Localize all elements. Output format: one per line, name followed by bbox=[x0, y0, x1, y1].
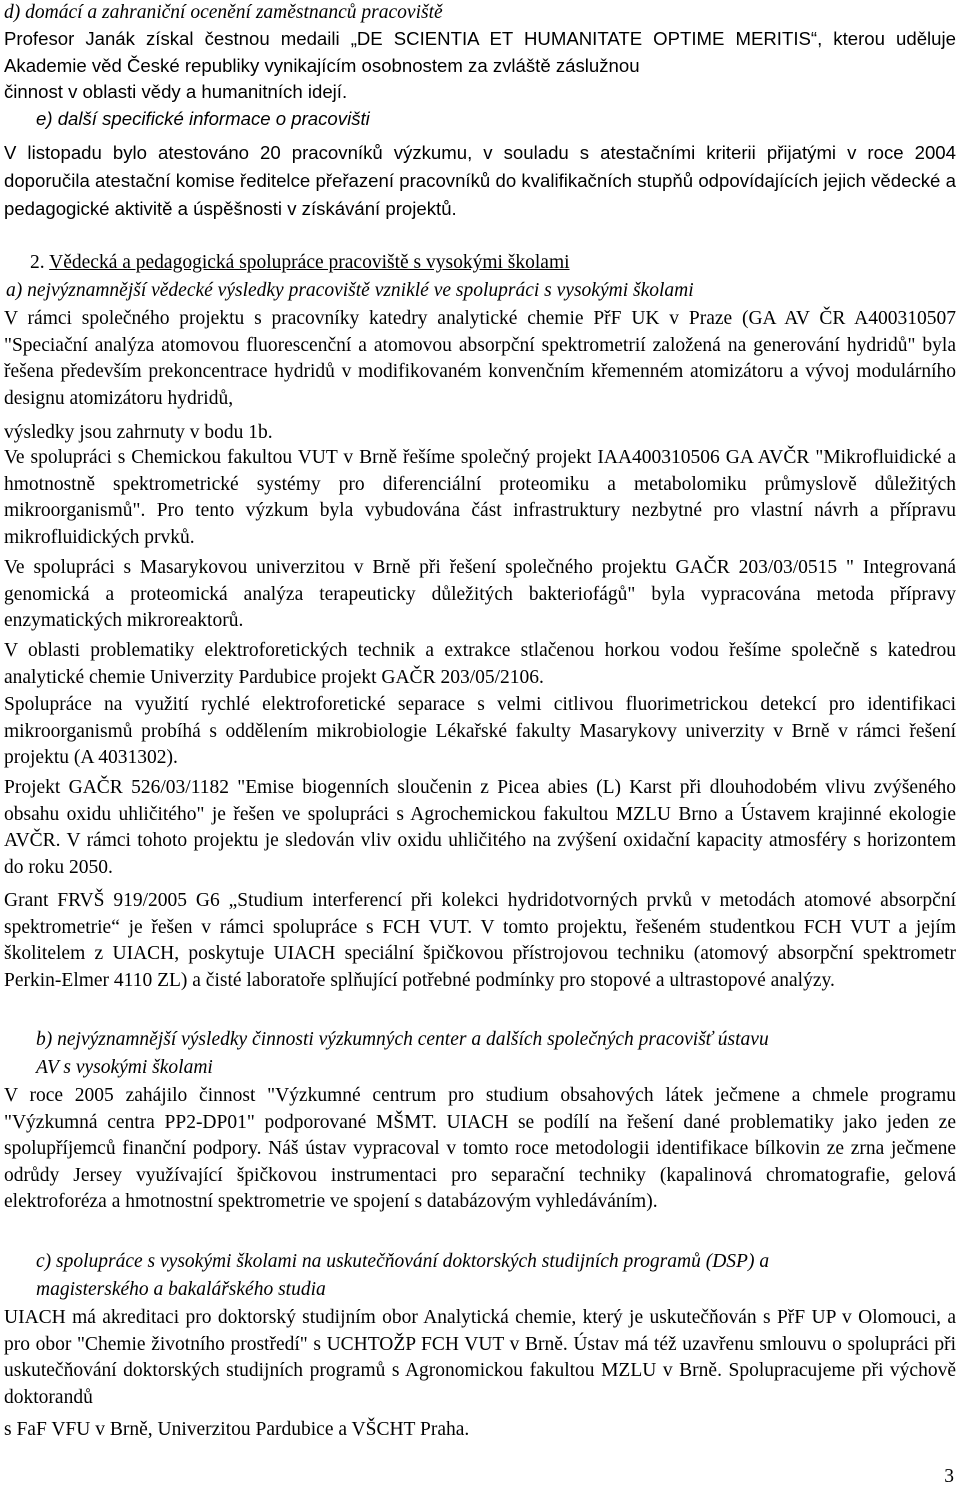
page-number: 3 bbox=[944, 1466, 954, 1487]
section-2-title-row bbox=[30, 250, 950, 277]
section-d-text: Profesor Janák získal čestnou medaili „DE SCIENTIA ET HUMANITATE OPTIME MERITIS“, kterou uděluje Akademie věd České republiky vynikajícím osobnostem za zvláště záslužnou bbox=[4, 28, 956, 76]
paragraph-2: Ve spolupráci s Chemickou fakultou VUT v Brně řešíme společný projekt IAA400310506 GA AVČR "Mikrofluidické a hmotnostně spektrometrické systémy pro diferenciální proteomiku a metabolomiku průmyslově důležitých mikroorganismů". Pro tento výzkum byla vybudována část infrastruktury nezbytné pro vlastní návrh a přípravu mikrofluidických prvků. bbox=[4, 447, 956, 548]
paragraph-6: Projekt GAČR 526/03/1182 "Emise biogenních sloučenin z Picea abies (L) Karst při dlouhodobém vlivu zvýšeného obsahu oxidu uhličitého" je řešen ve spolupráci s Agrochemickou fakultou MZLU Brno a Ústavem krajinné ekologie AVČR. V rámci tohoto projektu je sledován vliv oxidu uhličitého na zvýšení oxidační kapacity atmosféry s horizontem do roku 2050. bbox=[4, 777, 956, 878]
paragraph-1-last: výsledky jsou zahrnuty v bodu 1b. bbox=[4, 422, 273, 443]
paragraph-7: Grant FRVŠ 919/2005 G6 „Studium interferencí při kolekci hydridotvorných prvků v metodách atomové absorpční spektrometrie“ je řešen v rámci spolupráce s FCH VUT. V tomto projektu, řešeném studentkou FCH VUT a jejím školitelem z UIACH, poskytuje UIACH speciální špičkovou přístrojovou techniku (atomový absorpční spektrometr Perkin-Elmer 4110 ZL) a čisté laboratoře splňující potřebné podmínky pro stopové a ultrastopové analýzy. bbox=[4, 890, 956, 991]
section-e-heading: e) další specifické informace o pracovišti bbox=[36, 108, 370, 129]
section-d-heading: d) domácí a zahraniční ocenění zaměstnanců pracoviště bbox=[4, 2, 443, 23]
paragraph-5: Spolupráce na využití rychlé elektroforetické separace s velmi citlivou fluorimetrickou detekcí pro identifikaci mikroorganismů probíhá s oddělením mikrobiologie Lékařské fakulty Masarykovy univerzity v Brně v rámci řešení projektu (A 4031302). bbox=[4, 694, 956, 769]
section-2-number: 2. bbox=[30, 252, 50, 273]
section-e-text: V listopadu bylo atestováno 20 pracovníků výzkumu, v souladu s atestačními kriterii přijatými v roce 2004 doporučila atestační komise ředitelce přeřazení pracovníků do kvalifikačních stupňů odpovídajících jejich vědecké a pedagogické aktivitě a úspěšnosti v získávání projektů. bbox=[4, 142, 956, 219]
paragraph-9: UIACH má akreditaci pro doktorský studijním obor Analytická chemie, který je uskutečňován s PřF UP v Olomouci, a pro obor "Chemie životního prostředí" s UCHTOŽP FCH VUT v Brně. Ústav má též uzavřenu smlouvu o spolupráci při uskutečňování doktorských studijních programů s Agronomickou fakultou MZLU v Brně. Spolupracujeme při výchově doktorandů bbox=[4, 1307, 956, 1408]
paragraph-1: V rámci společného projektu s pracovníky katedry analytické chemie PřF UK v Praze (GA AV ČR A400310507 "Speciační analýza atomovou fluorescenční a atomovou absorpční spektrometrií založená na generování hydridů" byla řešena především prekoncentrace hydridů v modifikovaném konvenčním křemenném atomizátoru a vývoj modulárního designu atomizátoru hydridů, bbox=[4, 308, 956, 409]
paragraph-8: V roce 2005 zahájilo činnost "Výzkumné centrum pro studium obsahových látek ječmene a chmele programu "Výzkumná centra PP2-DP01" podporované MŠMT. UIACH se podílí na řešení dané problematiky jako jeden ze spolupříjemců finanční podpory. Náš ústav vypracoval v tomto roce metodologii identifikace bílkovin ze zrna ječmene odrůdy Jersey využívající špičkovou instrumentaci pro separační techniky (kapalinová chromatografie, gelová elektroforéza a hmotnostní spektrometrie ve spojení s databázovým vyhledáváním). bbox=[4, 1085, 956, 1213]
paragraph-9-last: s FaF VFU v Brně, Univerzitou Pardubice a VŠCHT Praha. bbox=[4, 1419, 470, 1440]
paragraph-3: Ve spolupráci s Masarykovou univerzitou v Brně při řešení společného projektu GAČR 203/03/0515 " Integrovaná genomická a proteomická analýza terapeuticky důležitých bakteriofágů" byla vypracována metoda přípravy enzymatických mikroreaktorů. bbox=[4, 557, 956, 632]
section-2b-heading-line2: AV s vysokými školami bbox=[36, 1057, 213, 1078]
section-2c-heading-line2: magisterského a bakalářského studia bbox=[36, 1279, 326, 1300]
section-2c-heading-line1: c) spolupráce s vysokými školami na uskutečňování doktorských studijních programů (DSP) a bbox=[36, 1251, 770, 1272]
paragraph-4: V oblasti problematiky elektroforetických technik a extrakce stlačenou horkou vodou řešíme společně s katedrou analytické chemie Univerzity Pardubice projekt GAČR 203/05/2106. bbox=[4, 640, 956, 688]
section-2-title: Vědecká a pedagogická spolupráce pracoviště s vysokými školami bbox=[49, 252, 570, 273]
section-2a-heading: a) nejvýznamnější vědecké výsledky pracoviště vzniklé ve spolupráci s vysokými školami bbox=[6, 280, 694, 301]
section-2b-heading-line1: b) nejvýznamnější výsledky činnosti výzkumných center a dalších společných pracovišť ústavu bbox=[36, 1029, 769, 1050]
section-d-text-last: činnost v oblasti vědy a humanitních idejí. bbox=[4, 81, 348, 102]
